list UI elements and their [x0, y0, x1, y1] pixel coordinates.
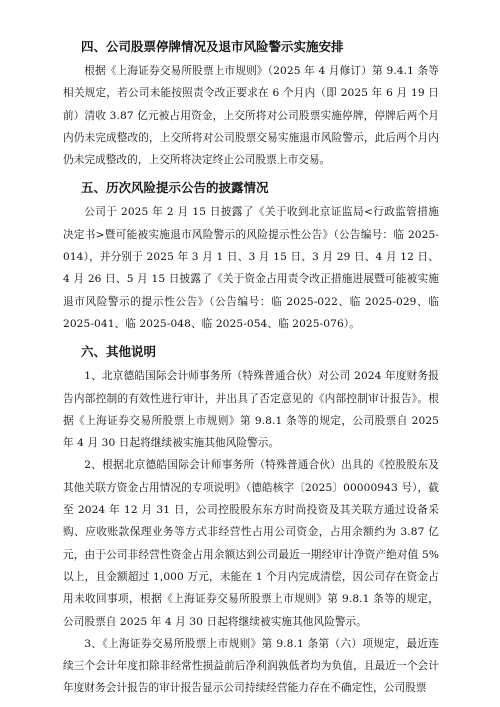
paragraph-risk-disclosures: 公司于 2025 年 2 月 15 日披露了《关于收到北京证监局<行政监管措施决定书>暨可能被实施退市风险警示的风险提示性公告》（公告编号：临 2025-014），并分别于 2025 年 3 月 1 日、3 月 15 日、3 月 29 日、4 月 12 日、4 月 26 日、5 月 15 日披露了《关于资金占用责令改正措施进展暨可能被实施退市风险警示的提示性公告》（公告编号：临 2025-022、临 2025-029、临 2025-041、临 2025-048、临 2025-054、临 2025-076）。 — [63, 206, 439, 330]
section-heading-risk-disclosures: 五、历次风险提示公告的披露情况 — [81, 180, 269, 196]
document-page — [63, 36, 439, 700]
paragraph-note-3: 3、《上海证券交易所股票上市规则》第 9.8.1 条第（六）项规定，最近连续三个会计年度扣除非经常性损益前后净利润孰低者均为负值，且最近一个会计年度财务会计报告的审计报告显示公司持续经营能力存在不确定性，公司股票 — [63, 637, 439, 695]
paragraph-note-1: 1、北京德皓国际会计师事务所（特殊普通合伙）对公司 2024 年度财务报告内部控制的有效性进行审计，并出具了否定意见的《内部控制审计报告》。根据《上海证券交易所股票上市规则》第 9.8.1 条等的规定，公司股票自 2025 年 4 月 30 日起将继续被实施其他风险警示。 — [63, 370, 439, 450]
paragraph-delisting-arrangement: 根据《上海证券交易所股票上市规则》（2025 年 4 月修订）第 9.4.1 条等相关规定，若公司未能按照责令改正要求在 6 个月内（即 2025 年 6 月 19 日前）清收 3.87 亿元被占用资金，上交所将对公司股票实施停牌，停牌后两个月内仍未完成整改的，上交所将对公司股票交易实施退市风险警示，此后两个月内仍未完成整改的，上交所将决定终止公司股票上市交易。 — [63, 65, 439, 167]
section-heading-other-notes: 六、其他说明 — [81, 344, 157, 360]
paragraph-note-2: 2、根据北京德皓国际会计师事务所（特殊普通合伙）出具的《控股股东及其他关联方资金占用情况的专项说明》（德皓核字〔2025〕00000943 号），截至 2024 年 12 月 31 日，公司控股股东东方时尚投资及其关联方通过设备采购、应收账款保理业务等方式非经营性占用公司资金，占用余额约为 3.87 亿元，由于公司非经营性资金占用余额达到公司最近一期经审计净资产绝对值 5%以上，且金额超过 1,000 万元，未能在 1 个月内完成清偿，因公司存在资金占用未收回事项，根据《上海证券交易所股票上市规则》第 9.8.1 条等的规定，公司股票自 2025 年 4 月 30 日起将继续被实施其他风险警示。 — [63, 459, 439, 628]
section-heading-delisting-arrangement: 四、公司股票停牌情况及退市风险警示实施安排 — [81, 39, 344, 54]
